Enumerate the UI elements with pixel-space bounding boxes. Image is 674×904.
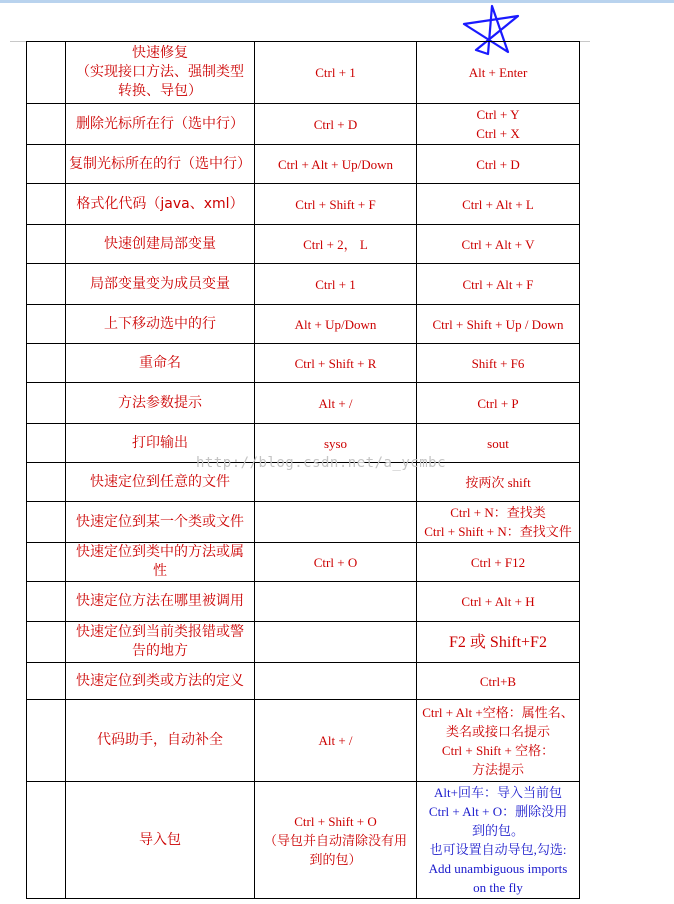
eclipse-shortcut-cell xyxy=(255,104,417,145)
table-row xyxy=(27,305,580,344)
table-row xyxy=(27,184,580,225)
cell-text-line: Alt + / xyxy=(318,395,353,411)
cell-text-line: 局部变量变为成员变量 xyxy=(90,275,230,292)
table-row xyxy=(27,700,580,782)
cell-text-line: Ctrl + Y xyxy=(476,107,520,122)
android-studio-shortcut-cell xyxy=(417,104,580,145)
android-studio-shortcut-cell xyxy=(417,502,580,543)
cell-text-line: Ctrl + Alt + O：删除没用 xyxy=(428,804,568,819)
table-row xyxy=(27,663,580,700)
cell-text-line: Ctrl + Shift + Up / Down xyxy=(432,316,564,332)
action-cell xyxy=(66,264,255,305)
cell-text-line: Ctrl + Alt +空格：属性名、 xyxy=(422,704,574,720)
android-studio-shortcut-cell xyxy=(417,543,580,582)
table-row xyxy=(27,42,580,104)
action-cell xyxy=(66,383,255,424)
row-index-cell xyxy=(27,305,66,344)
cell-text-line: Alt + Enter xyxy=(468,65,528,80)
cell-text-line: Ctrl + Shift + O xyxy=(294,813,377,829)
cell-text-line: Ctrl + 1 xyxy=(315,65,356,80)
eclipse-shortcut-cell xyxy=(255,663,417,700)
cell-text-line: 导入包 xyxy=(139,831,181,848)
eclipse-shortcut-cell xyxy=(255,543,417,582)
row-index-cell xyxy=(27,264,66,305)
cell-text-line: Ctrl + Shift + R xyxy=(294,355,377,371)
eclipse-shortcut-cell xyxy=(255,305,417,344)
action-cell xyxy=(66,225,255,264)
action-cell xyxy=(66,502,255,543)
cell-text-line: 快速修复 xyxy=(132,45,188,61)
cell-text-line: 重命名 xyxy=(139,354,181,371)
row-index-cell xyxy=(27,700,66,782)
cell-text-line: 到的包） xyxy=(309,851,362,867)
window-top-edge xyxy=(0,0,674,3)
android-studio-shortcut-cell xyxy=(417,782,580,899)
cell-text-line: 也可设置自动导包,勾选: xyxy=(429,842,567,857)
cell-text-line: Alt+回车：导入当前包 xyxy=(434,785,562,800)
android-studio-shortcut-cell xyxy=(417,344,580,383)
cell-text-line: 代码助手，自动补全 xyxy=(97,732,223,748)
cell-text-line: Ctrl + Shift + F xyxy=(295,196,376,212)
watermark: http://blog.csdn.net/a_ycmbc xyxy=(196,455,447,471)
cell-text-line: Ctrl + O xyxy=(313,554,358,570)
cell-text-line: 方法参数提示 xyxy=(118,394,202,411)
android-studio-shortcut-cell xyxy=(417,225,580,264)
cell-text-line: Ctrl + Alt + Up/Down xyxy=(277,156,394,172)
eclipse-shortcut-cell xyxy=(255,782,417,899)
eclipse-shortcut-cell xyxy=(255,344,417,383)
cell-text-line: 到的包。 xyxy=(471,823,524,838)
cell-text-line: F2 或 Shift+F2 xyxy=(449,633,547,651)
table-row xyxy=(27,344,580,383)
cell-text-line: 快速创建局部变量 xyxy=(104,235,216,252)
cell-text-line: Ctrl+B xyxy=(479,673,517,689)
cell-text-line: Ctrl + F12 xyxy=(470,554,526,570)
eclipse-shortcut-cell xyxy=(255,383,417,424)
row-index-cell xyxy=(27,184,66,225)
android-studio-shortcut-cell xyxy=(417,184,580,225)
table-row xyxy=(27,782,580,899)
action-cell xyxy=(66,184,255,225)
cell-text-line: （导包并自动清除没有用 xyxy=(263,832,407,848)
eclipse-shortcut-cell xyxy=(255,622,417,663)
table-row xyxy=(27,383,580,424)
row-index-cell xyxy=(27,502,66,543)
cell-text-line: 快速定位到某一个类或文件 xyxy=(76,513,244,530)
row-index-cell xyxy=(27,622,66,663)
eclipse-shortcut-cell xyxy=(255,264,417,305)
cell-text-line: Alt + / xyxy=(318,733,353,748)
cell-text-line: Ctrl + X xyxy=(476,126,520,141)
cell-text-line: Ctrl + D xyxy=(313,116,358,132)
row-index-cell xyxy=(27,543,66,582)
table-row xyxy=(27,502,580,543)
eclipse-shortcut-cell xyxy=(255,42,417,104)
cell-text-line: Ctrl + P xyxy=(477,395,519,411)
android-studio-shortcut-cell xyxy=(417,305,580,344)
cell-text-line: 转换、导包） xyxy=(118,83,202,99)
cell-text-line: Ctrl + Alt + V xyxy=(461,236,535,252)
row-index-cell xyxy=(27,663,66,700)
cell-text-line: 快速定位到类中的方法或属 xyxy=(76,544,244,560)
cell-text-line: Ctrl + Alt + H xyxy=(461,594,535,609)
row-index-cell xyxy=(27,463,66,502)
cell-text-line: 类名或接口名提示 xyxy=(445,723,550,739)
action-cell xyxy=(66,663,255,700)
action-cell xyxy=(66,782,255,899)
android-studio-shortcut-cell xyxy=(417,622,580,663)
cell-text-line: 快速定位到类或方法的定义 xyxy=(76,672,244,689)
row-index-cell xyxy=(27,782,66,899)
row-index-cell xyxy=(27,582,66,622)
table-row xyxy=(27,582,580,622)
action-cell xyxy=(66,104,255,145)
row-index-cell xyxy=(27,145,66,184)
cell-text-line: Ctrl + Alt + L xyxy=(462,196,534,212)
cell-text-line: 删除光标所在行（选中行） xyxy=(76,115,244,132)
table-row xyxy=(27,622,580,663)
cell-text-line: 打印输出 xyxy=(132,434,188,451)
cell-text-line: 上下移动选中的行 xyxy=(104,315,216,332)
eclipse-shortcut-cell xyxy=(255,582,417,622)
table-row xyxy=(27,104,580,145)
cell-text-line: 快速定位到任意的文件 xyxy=(90,473,230,490)
action-cell xyxy=(66,543,255,582)
cell-text-line: Shift + F6 xyxy=(471,355,525,371)
cell-text-line: 按两次 shift xyxy=(465,474,531,490)
action-cell xyxy=(66,582,255,622)
action-cell xyxy=(66,622,255,663)
android-studio-shortcut-cell xyxy=(417,700,580,782)
cell-text-line: syso xyxy=(323,435,348,451)
table-row xyxy=(27,543,580,582)
android-studio-shortcut-cell xyxy=(417,582,580,622)
cell-text-line: Ctrl + Alt + F xyxy=(462,276,534,292)
cell-text-line: 复制光标所在的行（选中行） xyxy=(69,155,251,172)
row-index-cell xyxy=(27,104,66,145)
row-index-cell xyxy=(27,383,66,424)
eclipse-shortcut-cell xyxy=(255,145,417,184)
cell-text-line: 快速定位到当前类报错或警 xyxy=(76,624,244,640)
cell-text-line: Ctrl + N：查找类 xyxy=(450,505,546,520)
action-cell xyxy=(66,42,255,104)
cell-text-line: on the fly xyxy=(473,880,523,895)
cell-text-line: Ctrl + Shift + 空格： xyxy=(441,742,555,758)
cell-text-line: 方法提示 xyxy=(471,761,524,777)
cell-text-line: Alt + Up/Down xyxy=(294,316,377,332)
android-studio-shortcut-cell xyxy=(417,42,580,104)
table-row xyxy=(27,264,580,305)
row-index-cell xyxy=(27,424,66,463)
cell-text-line: 快速定位方法在哪里被调用 xyxy=(76,593,244,609)
cell-text-line: sout xyxy=(487,435,509,451)
action-cell xyxy=(66,305,255,344)
cell-text-line: Add unambiguous imports xyxy=(428,861,568,876)
action-cell xyxy=(66,145,255,184)
cell-text-line: Ctrl + D xyxy=(476,156,520,172)
row-index-cell xyxy=(27,344,66,383)
cell-text-line: Ctrl + Shift + N：查找文件 xyxy=(424,524,572,539)
cell-text-line: Ctrl + 1 xyxy=(315,276,356,292)
android-studio-shortcut-cell xyxy=(417,264,580,305)
action-cell xyxy=(66,344,255,383)
android-studio-shortcut-cell xyxy=(417,145,580,184)
eclipse-shortcut-cell xyxy=(255,225,417,264)
table-row xyxy=(27,225,580,264)
cell-text-line: Ctrl + 2， L xyxy=(303,236,368,252)
row-index-cell xyxy=(27,42,66,104)
action-cell xyxy=(66,700,255,782)
row-index-cell xyxy=(27,225,66,264)
android-studio-shortcut-cell xyxy=(417,663,580,700)
android-studio-shortcut-cell xyxy=(417,383,580,424)
table-row xyxy=(27,145,580,184)
cell-text-line: 告的地方 xyxy=(132,643,188,659)
cell-text-line: 性 xyxy=(153,563,167,579)
eclipse-shortcut-cell xyxy=(255,502,417,543)
eclipse-shortcut-cell xyxy=(255,700,417,782)
eclipse-shortcut-cell xyxy=(255,184,417,225)
cell-text-line: （实现接口方法、强制类型 xyxy=(76,64,244,80)
cell-text-line: 格式化代码（java、xml） xyxy=(76,195,244,212)
